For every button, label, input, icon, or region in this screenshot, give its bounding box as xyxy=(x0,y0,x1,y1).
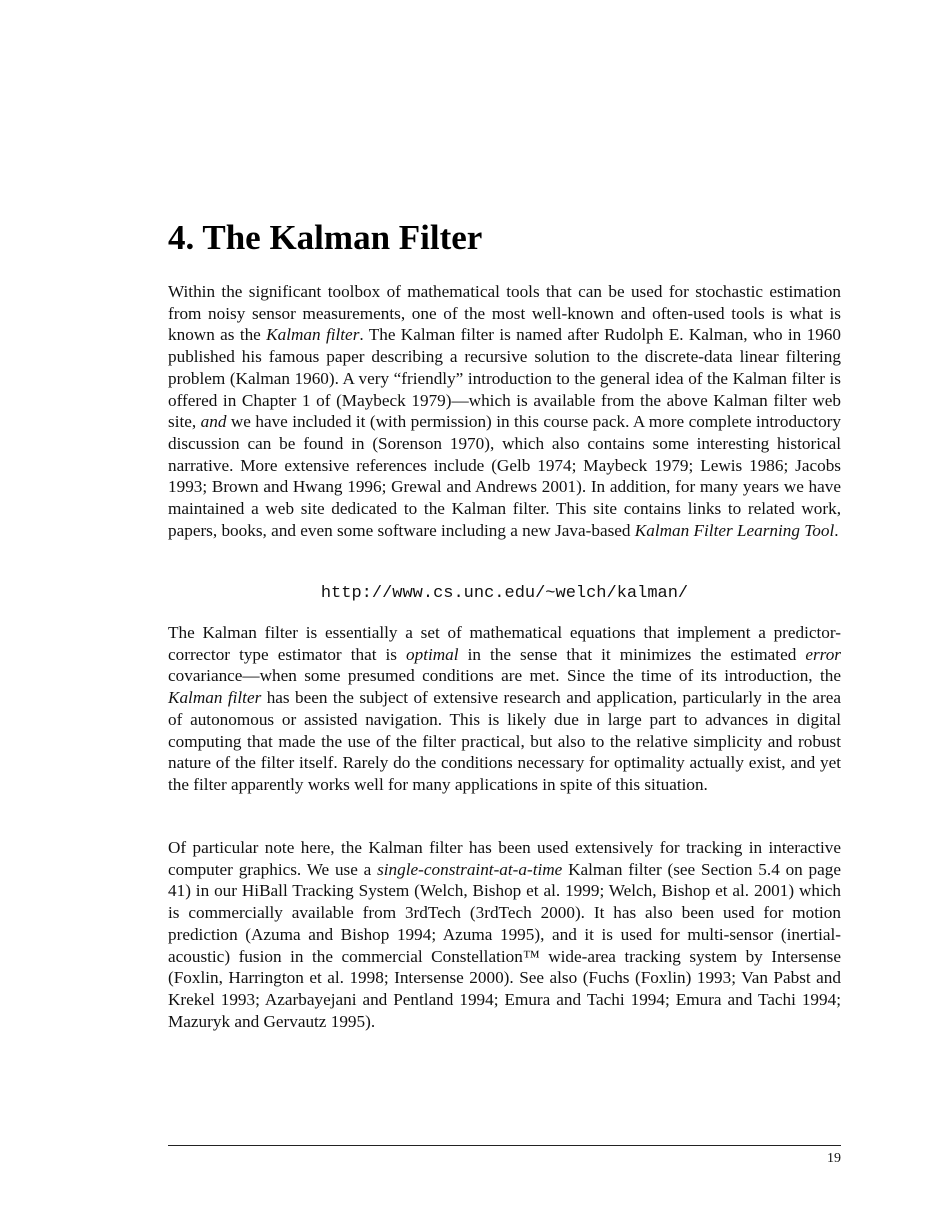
emphasis-text: and xyxy=(200,412,227,432)
section-title: 4. The Kalman Filter xyxy=(168,218,483,257)
paragraph-intro xyxy=(168,281,841,541)
emphasis-text: Kalman filter xyxy=(266,325,360,345)
text-run: . The Kalman filter is named after Rudolph E. Kalman, who in 1960 published his famous paper describing a recursive solution to the discrete-data linear filtering problem (Kalman 1960). A very “friendly” introduction to the general idea of the Kalman filter is offered in Chapter 1 of (Maybeck 1979)—which is available from the above Kalman filter web site, xyxy=(168,325,841,432)
text-run: Kalman filter (see Section 5.4 on page 41) in our HiBall Tracking System (Welch, Bishop et al. 1999; Welch, Bishop et al. 2001) which is commercially available from 3rdTech (3rdTech 2000). It has also been used for motion prediction (Azuma and Bishop 1994; Azuma 1995), and it is used for multi-sensor (inertial-acoustic) fusion in the commercial Constellation™ wide-area tracking system by Intersense (Foxlin, Harrington et al. 1998; Intersense 2000). See also (Fuchs (Foxlin) 1993; Van Pabst and Krekel 1993; Azarbayejani and Pentland 1994; Emura and Tachi 1994; Emura and Tachi 1994; Mazuryk and Gervautz 1995). xyxy=(168,859,841,1031)
text-run: we have included it (with permission) in this course pack. A more complete introductory discussion can be found in (Sorenson 1970), which also contains some interesting historical narrative. More extensive references include (Gelb 1974; Maybeck 1979; Lewis 1986; Jacobs 1993; Brown and Hwang 1996; Grewal and Andrews 2001). In addition, for many years we have maintained a web site dedicated to the Kalman filter. This site contains links to related work, papers, books, and even some software including a new Java-based xyxy=(168,412,841,540)
paragraph-definition xyxy=(168,622,841,796)
page-number: 19 xyxy=(827,1151,841,1166)
footer-rule xyxy=(168,1145,841,1146)
text-run: Within the significant toolbox of mathematical tools that can be used for stochastic estimation from noisy sensor measurements, one of the most well-known and often-used tools is what is known as the xyxy=(168,282,841,345)
paragraph-applications xyxy=(168,837,841,1032)
emphasis-text: Kalman Filter Learning Tool xyxy=(634,520,835,540)
emphasis-text: optimal xyxy=(406,644,459,664)
emphasis-text: Kalman filter xyxy=(168,688,262,708)
text-run: The Kalman filter is essentially a set of mathematical equations that implement a predictor-corrector type estimator that is xyxy=(168,623,841,664)
emphasis-text: single-constraint-at-a-time xyxy=(377,859,563,879)
kalman-website-url: http://www.cs.unc.edu/~welch/kalman/ xyxy=(320,584,689,603)
text-run: has been the subject of extensive research and application, particularly in the area of autonomous or assisted navigation. This is likely due in large part to advances in digital computing that made the use of the filter practical, but also to the relative simplicity and robust nature of the filter itself. Rarely do the conditions necessary for optimality actually exist, and yet the filter apparently works well for many applications in spite of this situation. xyxy=(168,688,841,794)
text-run: covariance—when some presumed conditions are met. Since the time of its introduction, the xyxy=(168,666,841,686)
emphasis-text: error xyxy=(805,644,841,664)
text-run: in the sense that it minimizes the estimated xyxy=(458,644,806,664)
text-run: . xyxy=(834,520,839,540)
text-run: Of particular note here, the Kalman filter has been used extensively for tracking in interactive computer graphics. We use a xyxy=(168,838,841,879)
